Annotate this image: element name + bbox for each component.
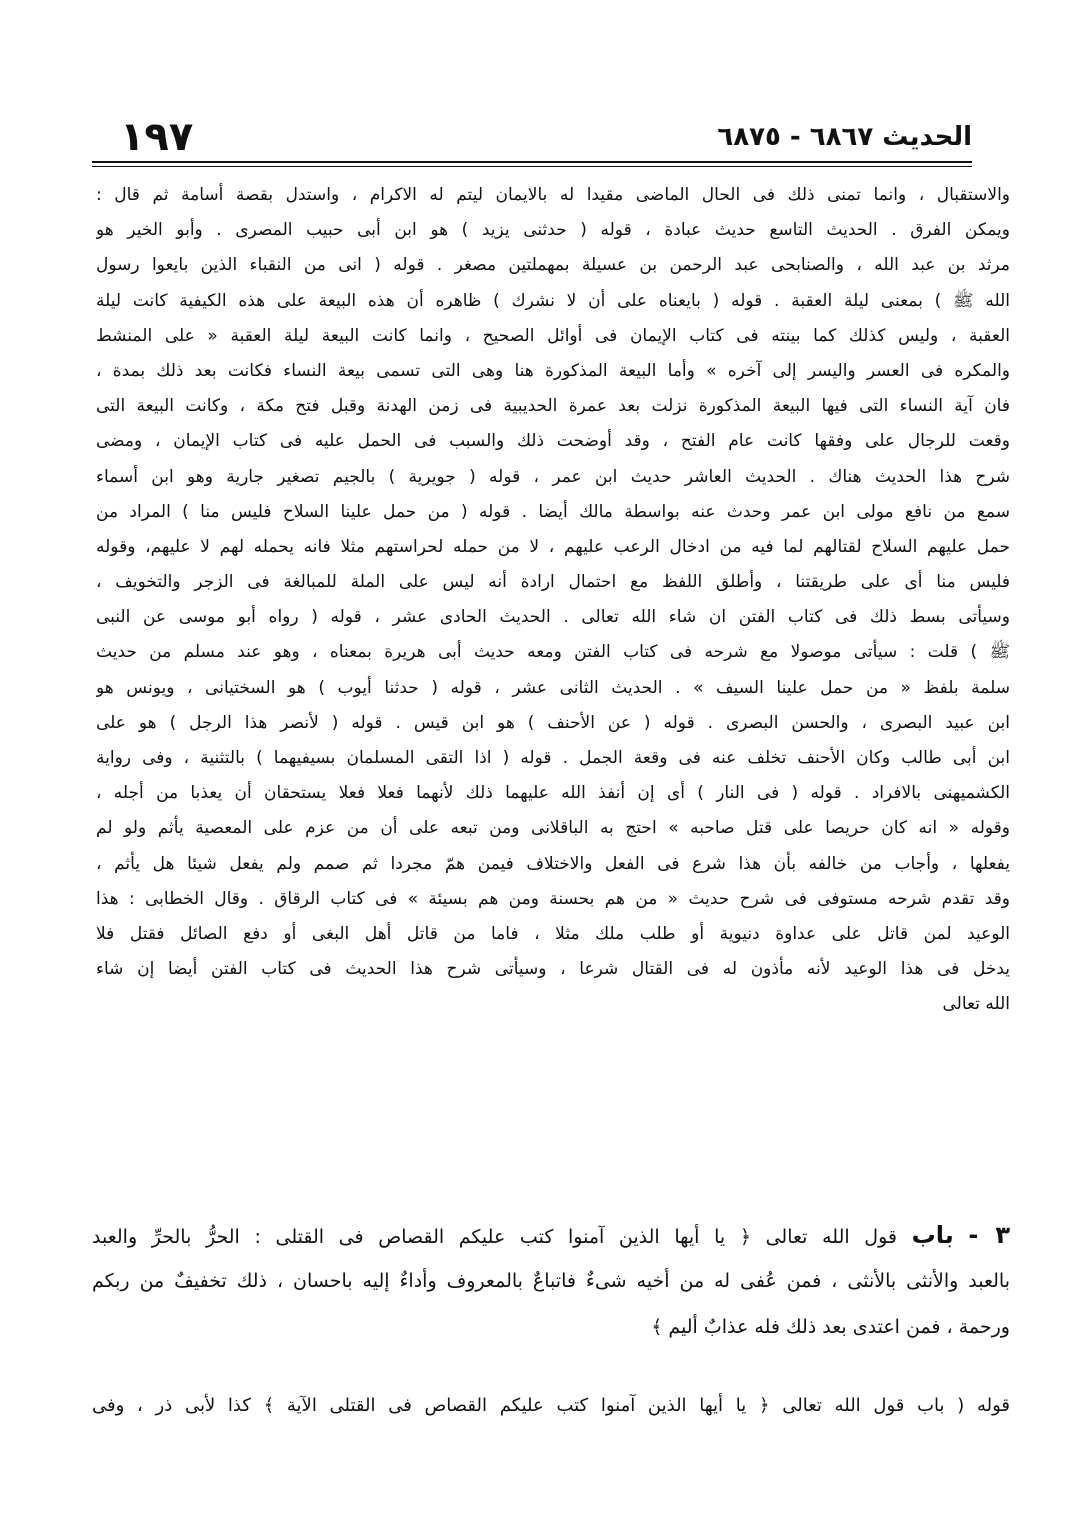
- header-rule: [92, 161, 972, 163]
- text-line: حمل عليهم السلاح لقتالهم لما فيه من ادخال الرعب عليهم ، لا من حمله لحراستهم مثلا فانه يحمله لهم لا عليهم، وقوله: [96, 536, 1010, 557]
- text-line: ابن عبيد البصرى ، والحسن البصرى . قوله ( عن الأحنف ) هو ابن قيس . قوله ( لأنصر هذا الرجل ) هو على: [96, 712, 1010, 733]
- commentary-text: [96, 178, 1010, 1023]
- text-line: يدخل فى هذا الوعيد لأنه مأذون له فى القتال شرعا ، وسيأتى شرح هذا الحديث فى كتاب الفتن أيضا إن شاء: [96, 959, 1010, 980]
- text-line: يفعلها ، وأجاب من خالفه بأن هذا شرع فى الفعل والاختلاف فيمن همّ مجردا ثم صمم ولم يفعل شيئا هل يأثم ،: [96, 853, 1010, 874]
- chapter-label: باب: [911, 1221, 954, 1249]
- chapter-title: قول الله تعالى ﴿ يا أيها الذين آمنوا كتب عليكم القصاص فى القتلى : الحرُّ بالحرِّ والعبد: [92, 1226, 897, 1248]
- page-number: ١٩٧: [120, 114, 194, 160]
- text-line: مرثد بن عبد الله ، والصنابحى عبد الرحمن بن عسيلة بمهملتين مصغر . قوله ( انى من النقباء الذين بايعوا رسول: [96, 255, 1010, 276]
- text-line: فان آية النساء التى فيها البيعة المذكورة نزلت بعد عمرة الحديبية فى زمن الهدنة وقبل فتح مكة ، وكانت البيعة التى: [96, 396, 1010, 417]
- text-line: وقوله « انه كان حريصا على قتل صاحبه » احتج به الباقلانى ومن تبعه على أن من عزم على المعصية يأثم ولو لم: [96, 818, 1010, 839]
- chapter-line: [92, 1212, 1010, 1258]
- text-line: الكشميهنى بالافراد . قوله ( فى النار ) أى إن أنفذ الله عليهما ذلك لأنهما فعلا فعلا يستحقان أن يعذبا من أجله ،: [96, 783, 1010, 804]
- chapter-heading: [92, 1212, 1010, 1350]
- text-line: الوعيد لمن قاتل على عداوة دنيوية أو طلب ملك مثلا ، فاما من قاتل أهل البغى أو دفع الصائل فقتل فلا: [96, 923, 1010, 944]
- text-line: شرح هذا الحديث هناك . الحديث العاشر حديث ابن عمر ، قوله ( جويرية ) بالجيم تصغير جارية وهو ابن أسماء: [96, 466, 1010, 487]
- chapter-number: ٣ -: [968, 1221, 1010, 1249]
- text-line: وقعت للرجال على وفقها كانت عام الفتح ، وقد أوضحت ذلك والسبب فى الحمل عليه فى كتاب الإيمان ، ومضى: [96, 431, 1010, 452]
- text-line: والاستقبال ، وانما تمنى ذلك فى الحال الماضى مقيدا له بالايمان ليتم له الاكرام ، واستدل بقصة أسامة ثم قال :: [96, 185, 1010, 205]
- text-line: قوله ( باب قول الله تعالى ﴿ يا أيها الذين آمنوا كتب عليكم القصاص فى القتلى الآية ﴾ كذا لأبى ذر ، وفى: [92, 1395, 1010, 1416]
- page-header: [92, 112, 972, 160]
- running-head: الحديث ٦٨٦٧ - ٦٨٧٥: [717, 122, 972, 152]
- text-line: ويمكن الفرق . الحديث التاسع حديث عبادة ، قوله ( حدثنى يزيد ) هو ابن أبى حبيب المصرى . وأبو الخير هو: [96, 220, 1010, 241]
- text-line: سمع من نافع مولى ابن عمر وحدث عنه بواسطة مالك أيضا . قوله ( من حمل علينا السلاح فليس منا ) المراد من: [96, 501, 1010, 522]
- continuation-text: [92, 1386, 1010, 1426]
- text-line: وسيأتى بسط ذلك فى كتاب الفتن ان شاء الله تعالى . الحديث الحادى عشر ، قوله ( رواه أبو موسى عن النبى: [96, 607, 1010, 628]
- text-line: فليس منا أى على طريقتنا ، وأطلق اللفظ مع احتمال ارادة أنه ليس على الملة للمبالغة فى الزجر والتخويف ،: [96, 572, 1010, 593]
- chapter-line: بالعبد والأنثى بالأنثى ، فمن عُفى له من أخيه شىءٌ فاتباعٌ بالمعروف وأداءٌ إليه باحسان ، ذلك تخفيفٌ من ربكم: [92, 1270, 1010, 1292]
- text-line: سلمة بلفظ « من حمل علينا السيف » . الحديث الثانى عشر ، قوله ( حدثنا أيوب ) هو السختيانى ، ويونس هو: [96, 677, 1010, 698]
- text-line: ابن أبى طالب وكان الأحنف تخلف عنه فى وقعة الجمل . قوله ( اذا التقى المسلمان بسيفيهما ) بالتثنية ، وفى رواية: [96, 748, 1010, 768]
- text-line: العقبة ، وليس كذلك كما بينته فى كتاب الإيمان فى أوائل الصحيح ، وانما كانت البيعة ليلة العقبة « على المنشط: [96, 325, 1010, 346]
- chapter-line: ورحمة ، فمن اعتدى بعد ذلك فله عذابٌ أليم ﴾: [651, 1316, 1010, 1338]
- text-line: والمكره فى العسر واليسر إلى آخره » وأما البيعة المذكورة هنا وهى التى تسمى بيعة النساء فكانت بعد ذلك بمدة ،: [96, 360, 1010, 381]
- header-rule-thin: [92, 166, 972, 167]
- text-line: ﷺ ) قلت : سيأتى موصولا مع شرحه فى كتاب الفتن ومعه حديث أبى هريرة بمعناه ، وهو عند مسلم من حديث: [96, 642, 1010, 663]
- text-line: الله ﷺ ) بمعنى ليلة العقبة . قوله ( بايعناه على أن لا نشرك ) ظاهره أن هذه البيعة على هذه الكيفية كانت ليلة: [96, 290, 1010, 311]
- text-line: وقد تقدم شرحه مستوفى فى شرح حديث « من هم بحسنة ومن هم بسيئة » فى كتاب الرقاق . وقال الخطابى : هذا: [96, 888, 1010, 909]
- text-line: الله تعالى: [942, 994, 1010, 1015]
